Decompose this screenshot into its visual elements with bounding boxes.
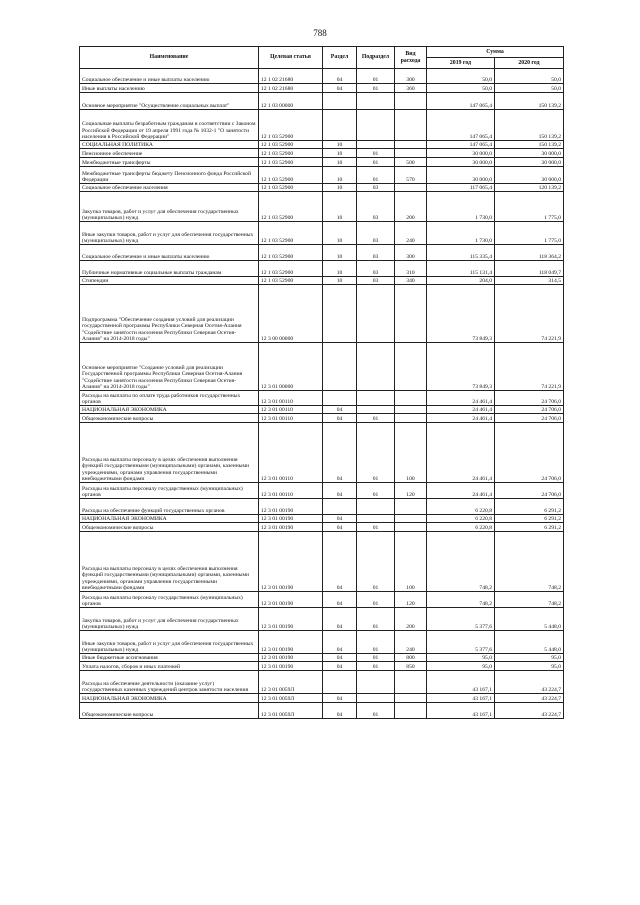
cell-sum-2019: 24 461,4	[427, 406, 495, 414]
table-body	[80, 69, 564, 719]
cell-name: НАЦИОНАЛЬНАЯ ЭКОНОМИКА	[80, 694, 259, 703]
cell-target-code: 12 1 03 52900	[259, 110, 323, 141]
cell-name: Основное мероприятие "Осуществление социальных выплат"	[80, 93, 259, 110]
table-row	[80, 285, 564, 343]
cell-subsection: 01	[357, 608, 395, 631]
cell-name: Общеэкономические вопросы	[80, 523, 259, 532]
cell-sum-2020: 24 706,0	[495, 391, 564, 406]
cell-sum-2019: 5 377,6	[427, 608, 495, 631]
cell-section	[323, 285, 357, 343]
cell-target-code: 12 3 01 00110	[259, 391, 323, 406]
cell-target-code: 12 3 00 00000	[259, 285, 323, 343]
cell-sum-2019: 43 167,1	[427, 694, 495, 703]
cell-expense-type: 850	[395, 662, 427, 671]
cell-section: 10	[323, 261, 357, 277]
cell-expense-type: 500	[395, 158, 427, 167]
cell-target-code: 12 3 01 00190	[259, 592, 323, 608]
table-row	[80, 261, 564, 277]
cell-subsection: 01	[357, 158, 395, 167]
table-row	[80, 158, 564, 167]
cell-section: 10	[323, 184, 357, 192]
cell-target-code: 12 3 01 00110	[259, 414, 323, 423]
cell-sum-2020: 30 000,0	[495, 158, 564, 167]
cell-target-code: 12 3 01 00190	[259, 662, 323, 671]
cell-expense-type	[395, 515, 427, 523]
cell-section: 10	[323, 149, 357, 158]
cell-expense-type	[395, 110, 427, 141]
cell-expense-type	[395, 141, 427, 149]
table-row	[80, 141, 564, 149]
cell-subsection: 01	[357, 703, 395, 719]
cell-section: 04	[323, 532, 357, 592]
header-year-2019: 2019 год	[427, 58, 495, 69]
cell-expense-type: 340	[395, 277, 427, 285]
cell-section: 10	[323, 167, 357, 184]
cell-sum-2019: 50,0	[427, 84, 495, 93]
cell-section: 04	[323, 662, 357, 671]
cell-expense-type: 310	[395, 261, 427, 277]
cell-target-code: 12 3 01 0059Л	[259, 703, 323, 719]
cell-sum-2019: 95,0	[427, 654, 495, 662]
table-row	[80, 671, 564, 694]
cell-subsection: 03	[357, 222, 395, 245]
cell-name: Расходы на выплаты персоналу в целях обеспечения выполнения функций государственными (муниципальными) органами, казенными учреждениями, органами управления государственными внебюджетными фондами	[80, 423, 259, 483]
cell-target-code: 12 3 01 00110	[259, 406, 323, 414]
cell-expense-type	[395, 285, 427, 343]
cell-sum-2019: 95,0	[427, 662, 495, 671]
cell-sum-2019: 30 000,0	[427, 158, 495, 167]
budget-table	[79, 46, 564, 719]
cell-subsection	[357, 499, 395, 515]
cell-name: Расходы на обеспечение деятельности (оказание услуг) государственных казенных учреждений центров занятости населения	[80, 671, 259, 694]
table-row	[80, 149, 564, 158]
cell-target-code: 12 3 01 00190	[259, 654, 323, 662]
cell-expense-type: 570	[395, 167, 427, 184]
cell-section: 04	[323, 406, 357, 414]
cell-expense-type	[395, 391, 427, 406]
cell-sum-2019: 147 065,4	[427, 141, 495, 149]
cell-expense-type: 300	[395, 245, 427, 261]
cell-subsection	[357, 285, 395, 343]
table-header	[80, 47, 564, 69]
table-row	[80, 694, 564, 703]
cell-section: 04	[323, 414, 357, 423]
cell-expense-type	[395, 523, 427, 532]
cell-subsection	[357, 343, 395, 391]
cell-section	[323, 93, 357, 110]
cell-target-code: 12 1 02 21680	[259, 84, 323, 93]
cell-subsection	[357, 141, 395, 149]
cell-sum-2019: 204,0	[427, 277, 495, 285]
cell-target-code: 12 1 03 52900	[259, 184, 323, 192]
cell-sum-2020: 118 049,7	[495, 261, 564, 277]
cell-target-code: 12 1 03 52900	[259, 261, 323, 277]
cell-sum-2020: 6 291,2	[495, 523, 564, 532]
cell-expense-type: 240	[395, 631, 427, 654]
cell-sum-2020: 50,0	[495, 69, 564, 84]
cell-target-code: 12 1 02 21680	[259, 69, 323, 84]
cell-sum-2020: 24 706,0	[495, 414, 564, 423]
cell-target-code: 12 3 01 0059Л	[259, 671, 323, 694]
table-row	[80, 631, 564, 654]
cell-sum-2019: 748,2	[427, 592, 495, 608]
cell-sum-2020: 50,0	[495, 84, 564, 93]
cell-expense-type	[395, 414, 427, 423]
cell-target-code: 12 3 01 0059Л	[259, 694, 323, 703]
cell-name: Иные бюджетные ассигнования	[80, 654, 259, 662]
table-row	[80, 703, 564, 719]
cell-subsection: 01	[357, 167, 395, 184]
table-row	[80, 277, 564, 285]
cell-section: 10	[323, 222, 357, 245]
cell-sum-2019: 6 220,8	[427, 499, 495, 515]
cell-section: 04	[323, 483, 357, 499]
table-row	[80, 245, 564, 261]
cell-expense-type	[395, 93, 427, 110]
cell-sum-2019: 1 730,0	[427, 222, 495, 245]
cell-section: 10	[323, 245, 357, 261]
cell-section	[323, 343, 357, 391]
cell-sum-2020: 314,5	[495, 277, 564, 285]
cell-section: 04	[323, 608, 357, 631]
cell-name: Расходы на выплаты персоналу в целях обеспечения выполнения функций государственными (муниципальными) органами, казенными учреждениями, органами управления государственными внебюджетными фондами	[80, 532, 259, 592]
cell-expense-type: 300	[395, 69, 427, 84]
cell-sum-2019: 24 461,4	[427, 391, 495, 406]
cell-subsection: 01	[357, 149, 395, 158]
cell-subsection: 01	[357, 483, 395, 499]
cell-sum-2020: 120 139,2	[495, 184, 564, 192]
table-row	[80, 423, 564, 483]
cell-target-code: 12 1 03 52900	[259, 149, 323, 158]
header-name: Наименование	[80, 47, 259, 69]
cell-subsection: 01	[357, 69, 395, 84]
cell-name: Уплата налогов, сборов и иных платежей	[80, 662, 259, 671]
table-row	[80, 523, 564, 532]
cell-expense-type: 100	[395, 532, 427, 592]
cell-sum-2020: 30 000,0	[495, 167, 564, 184]
cell-expense-type	[395, 343, 427, 391]
cell-sum-2019: 43 167,1	[427, 671, 495, 694]
cell-sum-2020: 74 221,9	[495, 343, 564, 391]
cell-subsection	[357, 515, 395, 523]
cell-sum-2020: 24 706,0	[495, 406, 564, 414]
cell-sum-2019: 73 849,3	[427, 343, 495, 391]
cell-target-code: 12 1 03 00000	[259, 93, 323, 110]
table-row	[80, 167, 564, 184]
table-row	[80, 532, 564, 592]
cell-name: Подпрограмма "Обеспечение создания условий для реализации государственной программы Республики Северная Осетия-Алания "Содействие занятости населения Республики Северная Осетия-Алания" на 2014-2018 годы"	[80, 285, 259, 343]
cell-sum-2019: 50,0	[427, 69, 495, 84]
cell-target-code: 12 1 03 52900	[259, 222, 323, 245]
cell-sum-2020: 118 364,2	[495, 245, 564, 261]
cell-name: Расходы на выплаты персоналу государственных (муниципальных) органов	[80, 483, 259, 499]
cell-name: Иные закупки товаров, работ и услуг для обеспечения государственных (муниципальных) нужд	[80, 222, 259, 245]
cell-target-code: 12 1 03 52900	[259, 158, 323, 167]
cell-section: 04	[323, 69, 357, 84]
cell-section: 04	[323, 515, 357, 523]
cell-sum-2019: 30 000,0	[427, 167, 495, 184]
cell-subsection: 03	[357, 245, 395, 261]
cell-sum-2020: 95,0	[495, 662, 564, 671]
cell-target-code: 12 3 01 00190	[259, 523, 323, 532]
cell-section: 04	[323, 592, 357, 608]
cell-name: Социальное обеспечение и иные выплаты населению	[80, 69, 259, 84]
table-row	[80, 592, 564, 608]
cell-name: НАЦИОНАЛЬНАЯ ЭКОНОМИКА	[80, 406, 259, 414]
cell-subsection: 03	[357, 261, 395, 277]
table-row	[80, 343, 564, 391]
table-row	[80, 499, 564, 515]
cell-sum-2020: 150 139,2	[495, 93, 564, 110]
table-row	[80, 662, 564, 671]
cell-section: 10	[323, 192, 357, 222]
cell-name: Стипендии	[80, 277, 259, 285]
cell-expense-type	[395, 184, 427, 192]
cell-sum-2019: 1 730,0	[427, 192, 495, 222]
cell-sum-2020: 6 291,2	[495, 499, 564, 515]
cell-name: Пенсионное обеспечение	[80, 149, 259, 158]
cell-target-code: 12 3 01 00190	[259, 532, 323, 592]
table-row	[80, 414, 564, 423]
cell-subsection: 01	[357, 662, 395, 671]
header-year-2020: 2020 год	[495, 58, 564, 69]
cell-expense-type: 800	[395, 654, 427, 662]
cell-name: Расходы на выплаты по оплате труда работников государственных органов	[80, 391, 259, 406]
cell-sum-2019: 115 131,4	[427, 261, 495, 277]
table-row	[80, 192, 564, 222]
table-row	[80, 391, 564, 406]
cell-subsection: 01	[357, 654, 395, 662]
header-subsection: Подраздел	[357, 47, 395, 69]
cell-subsection	[357, 671, 395, 694]
cell-section	[323, 110, 357, 141]
page-number: 788	[313, 28, 327, 38]
cell-sum-2020: 43 224,7	[495, 671, 564, 694]
cell-sum-2019: 117 065,4	[427, 184, 495, 192]
cell-sum-2019: 5 377,6	[427, 631, 495, 654]
cell-name: Закупка товаров, работ и услуг для обеспечения государственных (муниципальных) нужд	[80, 192, 259, 222]
table-row	[80, 110, 564, 141]
cell-expense-type	[395, 406, 427, 414]
cell-section	[323, 391, 357, 406]
cell-subsection	[357, 110, 395, 141]
header-code: Целевая статья	[259, 47, 323, 69]
cell-section: 04	[323, 523, 357, 532]
cell-subsection: 01	[357, 84, 395, 93]
cell-target-code: 12 3 01 00190	[259, 499, 323, 515]
cell-sum-2019: 6 220,8	[427, 515, 495, 523]
cell-expense-type	[395, 671, 427, 694]
table-row	[80, 406, 564, 414]
cell-sum-2020: 24 706,0	[495, 483, 564, 499]
cell-expense-type	[395, 499, 427, 515]
cell-target-code: 12 3 01 00190	[259, 608, 323, 631]
cell-name: НАЦИОНАЛЬНАЯ ЭКОНОМИКА	[80, 515, 259, 523]
cell-sum-2020: 95,0	[495, 654, 564, 662]
cell-target-code: 12 3 01 00000	[259, 343, 323, 391]
table-row	[80, 515, 564, 523]
cell-name: СОЦИАЛЬНАЯ ПОЛИТИКА	[80, 141, 259, 149]
cell-subsection	[357, 406, 395, 414]
table-row	[80, 69, 564, 84]
cell-target-code: 12 1 03 52900	[259, 167, 323, 184]
cell-section: 04	[323, 423, 357, 483]
cell-name: Расходы на выплаты персоналу государственных (муниципальных) органов	[80, 592, 259, 608]
cell-target-code: 12 3 01 00190	[259, 631, 323, 654]
cell-expense-type: 200	[395, 608, 427, 631]
cell-expense-type: 120	[395, 592, 427, 608]
cell-section: 10	[323, 141, 357, 149]
cell-name: Иные выплаты населению	[80, 84, 259, 93]
cell-sum-2019: 147 065,4	[427, 93, 495, 110]
cell-name: Публичные нормативные социальные выплаты гражданам	[80, 261, 259, 277]
cell-expense-type: 100	[395, 423, 427, 483]
cell-target-code: 12 1 03 52900	[259, 192, 323, 222]
table-row	[80, 222, 564, 245]
cell-target-code: 12 3 01 00110	[259, 423, 323, 483]
cell-sum-2020: 5 448,0	[495, 631, 564, 654]
cell-name: Межбюджетные трансферты бюджету Пенсионного фонда Российской Федерации	[80, 167, 259, 184]
cell-name: Иные закупки товаров, работ и услуг для обеспечения государственных (муниципальных) нужд	[80, 631, 259, 654]
cell-section: 10	[323, 277, 357, 285]
cell-expense-type: 240	[395, 222, 427, 245]
table-row	[80, 84, 564, 93]
cell-sum-2019: 43 167,1	[427, 703, 495, 719]
cell-subsection: 03	[357, 184, 395, 192]
table-row	[80, 483, 564, 499]
cell-subsection	[357, 93, 395, 110]
cell-section: 04	[323, 84, 357, 93]
cell-name: Социальное обеспечение и иные выплаты населению	[80, 245, 259, 261]
cell-subsection: 01	[357, 423, 395, 483]
cell-subsection: 01	[357, 414, 395, 423]
table-row	[80, 93, 564, 110]
cell-target-code: 12 1 03 52900	[259, 277, 323, 285]
cell-section: 04	[323, 703, 357, 719]
cell-sum-2019: 73 849,3	[427, 285, 495, 343]
cell-sum-2020: 6 291,2	[495, 515, 564, 523]
cell-sum-2020: 5 448,0	[495, 608, 564, 631]
header-section: Раздел	[323, 47, 357, 69]
cell-sum-2019: 24 461,4	[427, 423, 495, 483]
header-sum: Сумма	[427, 47, 564, 58]
cell-name: Основное мероприятие "Создание условий для реализации Государственной программы Республики Северная Осетия-Алания "Содействие занятости населения Республики Северная Осетия-Алания" на 2014-2018 годы"	[80, 343, 259, 391]
cell-subsection: 01	[357, 631, 395, 654]
cell-sum-2020: 1 775,0	[495, 192, 564, 222]
cell-section: 04	[323, 694, 357, 703]
cell-sum-2020: 30 000,0	[495, 149, 564, 158]
cell-sum-2020: 1 775,0	[495, 222, 564, 245]
cell-sum-2019: 748,2	[427, 532, 495, 592]
cell-section	[323, 671, 357, 694]
cell-sum-2019: 24 461,4	[427, 483, 495, 499]
table-row	[80, 608, 564, 631]
cell-sum-2019: 115 335,4	[427, 245, 495, 261]
cell-target-code: 12 3 01 00110	[259, 483, 323, 499]
cell-sum-2020: 74 221,9	[495, 285, 564, 343]
cell-sum-2019: 6 220,8	[427, 523, 495, 532]
cell-expense-type: 200	[395, 192, 427, 222]
cell-sum-2020: 748,2	[495, 592, 564, 608]
table-row	[80, 654, 564, 662]
cell-subsection: 01	[357, 532, 395, 592]
cell-sum-2019: 24 461,4	[427, 414, 495, 423]
cell-subsection: 01	[357, 523, 395, 532]
cell-subsection: 03	[357, 192, 395, 222]
cell-sum-2020: 43 224,7	[495, 694, 564, 703]
cell-sum-2020: 24 706,0	[495, 423, 564, 483]
cell-sum-2020: 150 139,2	[495, 141, 564, 149]
cell-target-code: 12 3 01 00190	[259, 515, 323, 523]
cell-sum-2020: 43 224,7	[495, 703, 564, 719]
cell-subsection	[357, 694, 395, 703]
cell-sum-2019: 147 065,4	[427, 110, 495, 141]
header-expense-type: Вид расхода	[395, 47, 427, 69]
cell-name: Расходы на обеспечение функций государственных органов	[80, 499, 259, 515]
cell-section: 10	[323, 158, 357, 167]
cell-subsection: 03	[357, 277, 395, 285]
cell-name: Закупка товаров, работ и услуг для обеспечения государственных (муниципальных) нужд	[80, 608, 259, 631]
table-row	[80, 184, 564, 192]
cell-subsection: 01	[357, 592, 395, 608]
cell-sum-2019: 30 000,0	[427, 149, 495, 158]
cell-target-code: 12 1 03 52900	[259, 141, 323, 149]
cell-subsection	[357, 391, 395, 406]
cell-expense-type: 120	[395, 483, 427, 499]
cell-name: Межбюджетные трансферты	[80, 158, 259, 167]
cell-section: 04	[323, 654, 357, 662]
cell-expense-type	[395, 694, 427, 703]
cell-section	[323, 499, 357, 515]
cell-expense-type	[395, 703, 427, 719]
cell-section: 04	[323, 631, 357, 654]
cell-expense-type: 360	[395, 84, 427, 93]
cell-name: Социальное обеспечение населения	[80, 184, 259, 192]
cell-target-code: 12 1 03 52900	[259, 245, 323, 261]
cell-expense-type	[395, 149, 427, 158]
cell-name: Общеэкономические вопросы	[80, 414, 259, 423]
cell-sum-2020: 150 139,2	[495, 110, 564, 141]
cell-name: Социальные выплаты безработным гражданам в соответствии с Законом Российской Федерации от 19 апреля 1991 года № 1032-1 "О занятости населения в Российской Федерации"	[80, 110, 259, 141]
cell-name: Общеэкономические вопросы	[80, 703, 259, 719]
cell-sum-2020: 748,2	[495, 532, 564, 592]
